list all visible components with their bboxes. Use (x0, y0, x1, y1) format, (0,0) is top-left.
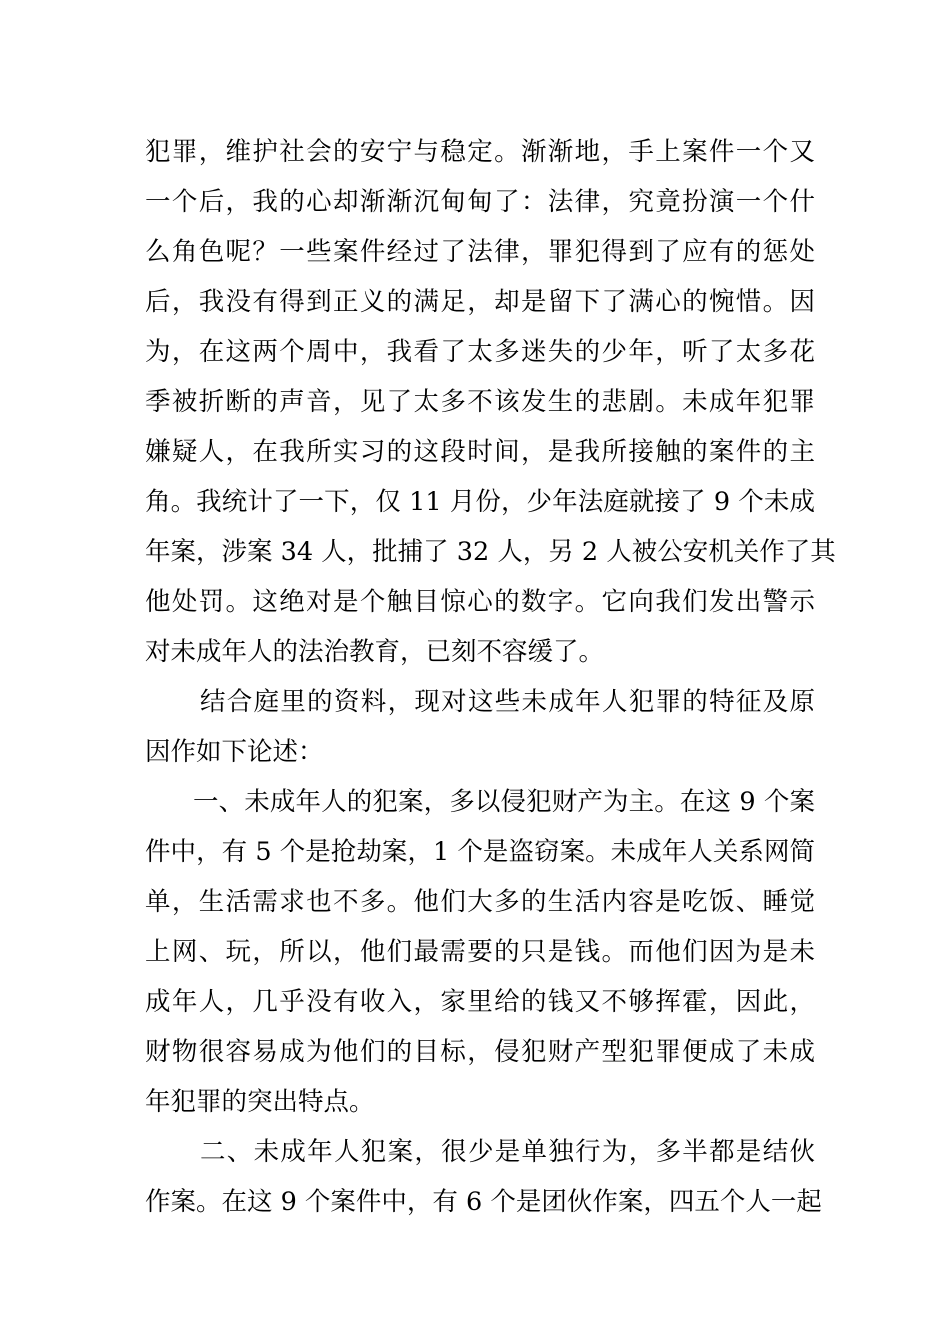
text-line: 犯罪，维护社会的安宁与稳定。渐渐地，手上案件一个又 (145, 137, 815, 167)
text-line: 后，我没有得到正义的满足，却是留下了满心的惋惜。因 (145, 287, 815, 317)
text-line: 一个后，我的心却渐渐沉甸甸了：法律，究竟扮演一个什 (145, 187, 815, 217)
text-line: 季被折断的声音，见了太多不该发生的悲剧。未成年犯罪 (145, 387, 815, 417)
text-line: 二、未成年人犯案，很少是单独行为，多半都是结伙 (200, 1137, 815, 1167)
text-line: 角。我统计了一下，仅 11 月份，少年法庭就接了 9 个未成 (145, 487, 815, 517)
text-line: 年犯罪的突出特点。 (145, 1087, 375, 1117)
text-line: 一、未成年人的犯案，多以侵犯财产为主。在这 9 个案 (193, 787, 815, 817)
text-line: 么角色呢？一些案件经过了法律，罪犯得到了应有的惩处 (145, 237, 815, 267)
text-line: 上网、玩，所以，他们最需要的只是钱。而他们因为是未 (145, 937, 815, 967)
text-line: 对未成年人的法治教育，已刻不容缓了。 (145, 637, 605, 667)
text-line: 财物很容易成为他们的目标，侵犯财产型犯罪便成了未成 (145, 1037, 815, 1067)
text-line: 结合庭里的资料，现对这些未成年人犯罪的特征及原 (200, 687, 815, 717)
text-line: 单，生活需求也不多。他们大多的生活内容是吃饭、睡觉 (145, 887, 815, 917)
text-line: 他处罚。这绝对是个触目惊心的数字。它向我们发出警示 (145, 587, 815, 617)
text-line: 因作如下论述： (145, 737, 324, 767)
text-line: 作案。在这 9 个案件中，有 6 个是团伙作案，四五个人一起 (145, 1187, 822, 1217)
text-line: 嫌疑人，在我所实习的这段时间，是我所接触的案件的主 (145, 437, 815, 467)
text-line: 件中，有 5 个是抢劫案，1 个是盗窃案。未成年人关系网简 (145, 837, 815, 867)
text-line: 为，在这两个周中，我看了太多迷失的少年，听了太多花 (145, 337, 815, 367)
text-line: 年案，涉案 34 人，批捕了 32 人，另 2 人被公安机关作了其 (145, 537, 836, 567)
text-line: 成年人，几乎没有收入，家里给的钱又不够挥霍，因此， (145, 987, 815, 1017)
